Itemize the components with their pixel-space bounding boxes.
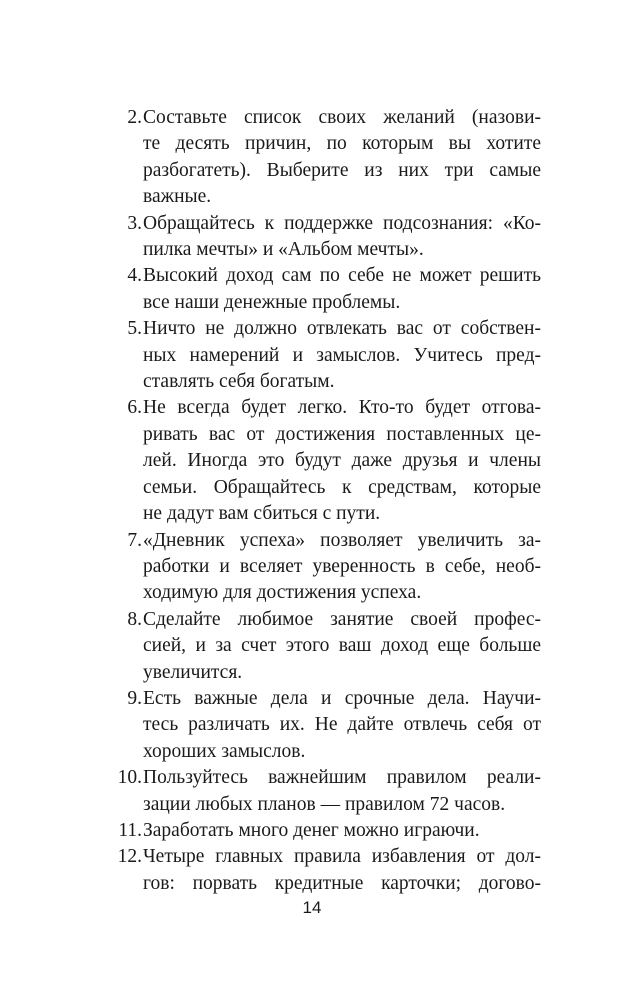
text-line: увеличится. <box>143 661 243 683</box>
list-item-number: 5. <box>127 318 142 340</box>
list-item-number: 7. <box>127 529 142 551</box>
text-line: «Дневник успеха» позволяет увеличить за- <box>143 529 541 551</box>
text-line: семьи. Обращайтесь к средствам, которые <box>143 476 541 498</box>
list-item-number: 12. <box>117 846 142 868</box>
list-item-9 <box>0 686 624 765</box>
text-line: ных намерений и замыслов. Учитесь пред- <box>143 344 541 366</box>
list-item-10 <box>0 765 624 818</box>
list-item-3 <box>0 211 624 264</box>
list-item-number: 3. <box>127 212 142 234</box>
text-line: Обращайтесь к поддержке подсознания: «Ко- <box>143 212 541 234</box>
list-item-7 <box>0 528 624 607</box>
text-line: сией, и за счет этого ваш доход еще больше <box>143 635 541 657</box>
text-line: все наши денежные проблемы. <box>143 291 401 313</box>
text-line: Четыре главных правила избавления от дол- <box>143 846 541 868</box>
text-line: Заработать много денег можно играючи. <box>143 819 480 841</box>
text-line: разбогатеть). Выберите из них три самые <box>143 159 541 181</box>
list-item-5 <box>0 316 624 395</box>
text-line: важные. <box>143 186 212 208</box>
text-line: Высокий доход сам по себе не может решить <box>143 265 541 287</box>
text-line: гов: порвать кредитные карточки; догово- <box>143 872 541 894</box>
list-item-number: 9. <box>127 687 142 709</box>
book-page-text <box>0 105 624 897</box>
text-line: не дадут вам сбиться с пути. <box>143 503 381 525</box>
page-number: 14 <box>302 898 322 917</box>
text-line: ставлять себя богатым. <box>143 371 335 393</box>
list-item-4 <box>0 263 624 316</box>
list-item-2 <box>0 105 624 211</box>
text-line: ривать вас от достижения поставленных це- <box>143 423 541 445</box>
text-line: зации любых планов — правилом 72 часов. <box>143 793 506 815</box>
list-item-number: 6. <box>127 397 142 419</box>
list-item-number: 8. <box>127 608 142 630</box>
text-line: Составьте список своих желаний (назови- <box>143 107 541 128</box>
list-item-11 <box>0 818 624 844</box>
list-item-12 <box>0 844 624 897</box>
list-item-number: 2. <box>127 107 142 128</box>
list-item-8 <box>0 607 624 686</box>
text-line: Сделайте любимое занятие своей профес- <box>143 608 541 630</box>
list-item-number: 10. <box>117 767 142 789</box>
text-line: ходимую для достижения успеха. <box>143 582 422 604</box>
text-line: Есть важные дела и срочные дела. Научи- <box>143 687 541 709</box>
text-line: Не всегда будет легко. Кто-то будет отгова- <box>143 397 541 419</box>
list-item-6 <box>0 395 624 527</box>
text-line: работки и вселяет уверенность в себе, необ- <box>143 555 541 577</box>
text-line: хороших замыслов. <box>143 740 306 762</box>
text-line: пилка мечты» и «Альбом мечты». <box>143 239 424 261</box>
text-line: те десять причин, по которым вы хотите <box>143 133 541 155</box>
list-item-number: 11. <box>118 819 142 841</box>
text-line: Ничто не должно отвлекать вас от собствен- <box>143 318 541 340</box>
text-line: Пользуйтесь важнейшим правилом реали- <box>143 767 541 789</box>
text-line: лей. Иногда это будут даже друзья и члены <box>143 450 541 472</box>
text-line: тесь различать их. Не дайте отвлечь себя от <box>143 714 541 736</box>
list-item-number: 4. <box>127 265 142 287</box>
